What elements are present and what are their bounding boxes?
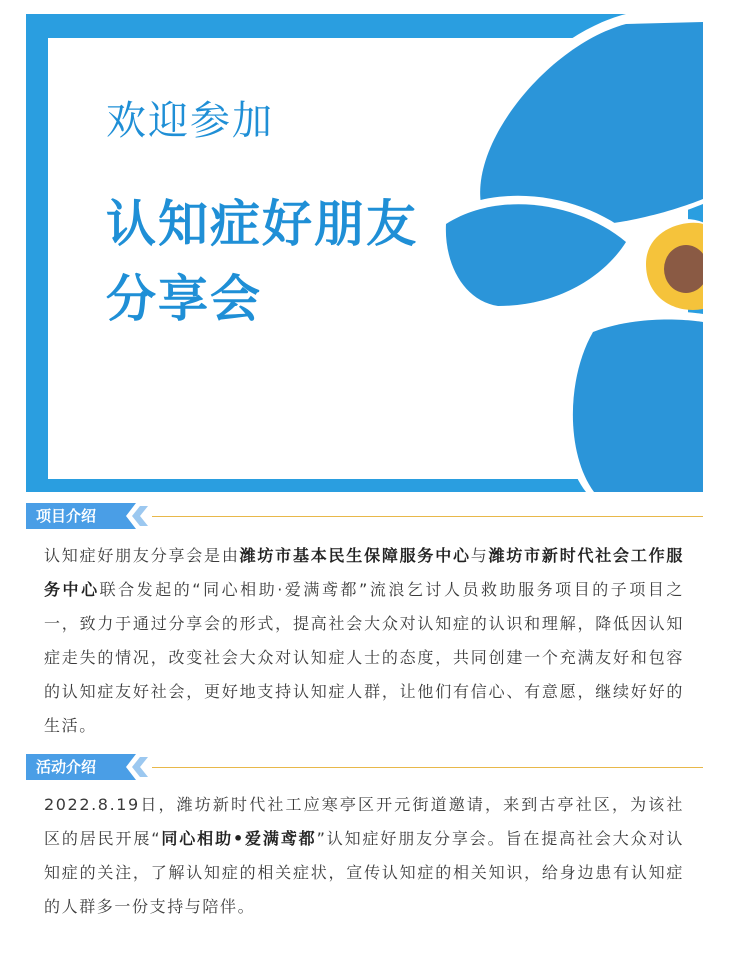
- banner: [26, 14, 703, 492]
- section-divider: [152, 516, 703, 517]
- welcome-text: 欢迎参加: [106, 98, 274, 144]
- activity-intro-paragraph: 2022.8.19日，潍坊新时代社工应寒亭区开元街道邀请，来到古亭社区，为该社区的居民开展“同心相助•爱满鸢都”认知症好朋友分享会。旨在提高社会大众对认知症的关注，了解认知症的相关症状，宣传认知症的相关知识，给身边患有认知症的人群多一份支持与陪伴。: [44, 795, 684, 916]
- event-title-line2: 分享会: [106, 270, 262, 328]
- section-divider: [152, 767, 703, 768]
- org-name-2: 潍坊市新时代社会工作服务中心: [44, 546, 684, 599]
- chevron-left-icon: [122, 754, 156, 780]
- project-intro-paragraph: 认知症好朋友分享会是由潍坊市基本民生保障服务中心与潍坊市新时代社会工作服务中心联合发起的“同心相助·爱满鸢都”流浪乞讨人员救助服务项目的子项目之一，致力于通过分享会的形式，提高社会大众对认知症的认识和理解，降低因认知症走失的情况，改变社会大众对认知症人士的态度，共同创建一个充满友好和包容的认知症友好社会，更好地支持认知症人群，让他们有信心、有意愿，继续好好的生活。: [44, 546, 684, 735]
- section-tag-activity: 活动介绍: [26, 754, 126, 780]
- chevron-left-icon: [122, 503, 156, 529]
- section-header-project: [26, 503, 703, 529]
- project-slogan: 同心相助•爱满鸢都: [161, 829, 317, 848]
- org-name-1: 潍坊市基本民生保障服务中心: [239, 546, 471, 565]
- event-title-line1: 认知症好朋友: [106, 195, 418, 253]
- section-tag-project: 项目介绍: [26, 503, 126, 529]
- section-header-activity: [26, 754, 703, 780]
